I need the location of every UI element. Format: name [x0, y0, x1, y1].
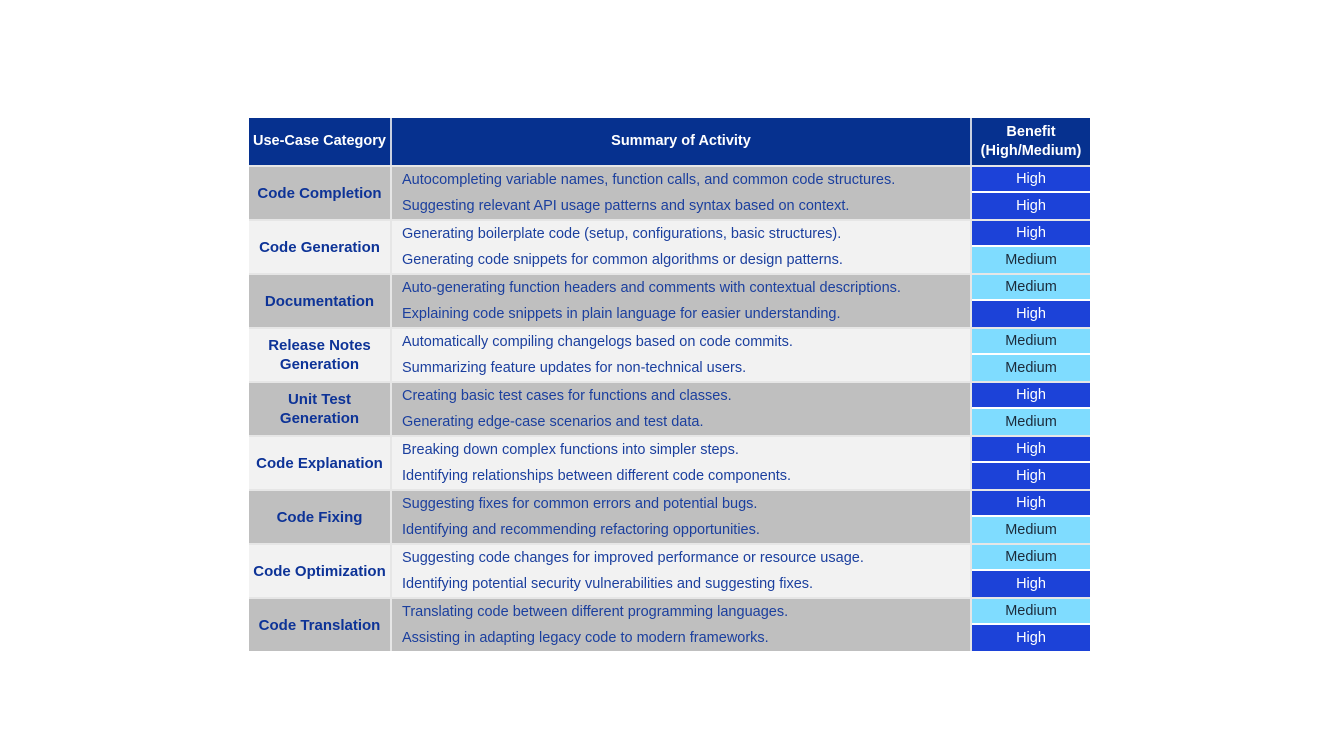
table-group: [249, 381, 1090, 435]
activity-text: Generating boilerplate code (setup, configurations, basic structures).: [402, 226, 842, 242]
benefits-cell: [972, 545, 1090, 597]
benefit-badge: High: [972, 437, 1090, 461]
category-cell: Code Generation: [249, 221, 392, 273]
benefit-badge: High: [972, 491, 1090, 515]
benefit-badge: Medium: [972, 355, 1090, 381]
benefits-cell: [972, 329, 1090, 381]
activities-cell: [392, 329, 972, 381]
table-group: [249, 327, 1090, 381]
benefits-cell: [972, 275, 1090, 327]
header-benefit: Benefit (High/Medium): [972, 118, 1090, 165]
benefits-cell: [972, 221, 1090, 273]
table-group: [249, 543, 1090, 597]
category-cell: Code Completion: [249, 167, 392, 219]
benefit-badge: High: [972, 625, 1090, 651]
benefit-badge: High: [972, 193, 1090, 219]
benefit-badge: High: [972, 167, 1090, 191]
activities-cell: [392, 545, 972, 597]
benefits-cell: [972, 383, 1090, 435]
benefit-badge: Medium: [972, 409, 1090, 435]
table-header: [249, 118, 1090, 165]
benefit-badge: Medium: [972, 517, 1090, 543]
activities-cell: [392, 491, 972, 543]
benefit-badge: Medium: [972, 247, 1090, 273]
activities-cell: [392, 275, 972, 327]
benefit-badge: Medium: [972, 599, 1090, 623]
activity-text: Automatically compiling changelogs based on code commits.: [402, 334, 793, 350]
benefit-badge: Medium: [972, 275, 1090, 299]
benefits-cell: [972, 491, 1090, 543]
activity-text: Translating code between different programming languages.: [402, 604, 789, 620]
activity-text: Summarizing feature updates for non-technical users.: [402, 360, 747, 376]
benefits-cell: [972, 599, 1090, 651]
activity-text: Explaining code snippets in plain language for easier understanding.: [402, 306, 841, 322]
activity-text: Suggesting relevant API usage patterns and syntax based on context.: [402, 198, 850, 214]
table-group: [249, 597, 1090, 651]
activity-text: Suggesting fixes for common errors and potential bugs.: [402, 496, 758, 512]
category-cell: Code Explanation: [249, 437, 392, 489]
activities-cell: [392, 599, 972, 651]
category-cell: Code Translation: [249, 599, 392, 651]
benefit-badge: High: [972, 463, 1090, 489]
table-group: [249, 435, 1090, 489]
activity-text: Breaking down complex functions into simpler steps.: [402, 442, 739, 458]
benefit-badge: Medium: [972, 329, 1090, 353]
category-cell: Unit Test Generation: [249, 383, 392, 435]
category-cell: Code Fixing: [249, 491, 392, 543]
activities-cell: [392, 437, 972, 489]
activity-text: Generating edge-case scenarios and test data.: [402, 414, 704, 430]
category-cell: Documentation: [249, 275, 392, 327]
activity-text: Identifying potential security vulnerabilities and suggesting fixes.: [402, 576, 814, 592]
table-body: [249, 165, 1090, 651]
benefit-badge: High: [972, 571, 1090, 597]
benefit-badge: High: [972, 301, 1090, 327]
table-group: [249, 219, 1090, 273]
header-category: Use-Case Category: [249, 118, 392, 165]
benefit-badge: High: [972, 383, 1090, 407]
activities-cell: [392, 383, 972, 435]
benefits-cell: [972, 437, 1090, 489]
activity-text: Autocompleting variable names, function calls, and common code structures.: [402, 172, 896, 188]
header-summary: Summary of Activity: [392, 118, 972, 165]
activity-text: Identifying relationships between different code components.: [402, 468, 792, 484]
activity-text: Auto-generating function headers and comments with contextual descriptions.: [402, 280, 901, 296]
activity-text: Creating basic test cases for functions and classes.: [402, 388, 732, 404]
category-cell: Code Optimization: [249, 545, 392, 597]
activities-cell: [392, 221, 972, 273]
activity-text: Suggesting code changes for improved performance or resource usage.: [402, 550, 864, 566]
activities-cell: [392, 167, 972, 219]
activity-text: Identifying and recommending refactoring opportunities.: [402, 522, 760, 538]
table-group: [249, 273, 1090, 327]
benefits-cell: [972, 167, 1090, 219]
use-case-table: [249, 118, 1090, 651]
table-group: [249, 165, 1090, 219]
table-group: [249, 489, 1090, 543]
activity-text: Assisting in adapting legacy code to modern frameworks.: [402, 630, 769, 646]
benefit-badge: Medium: [972, 545, 1090, 569]
activity-text: Generating code snippets for common algorithms or design patterns.: [402, 252, 843, 268]
category-cell: Release Notes Generation: [249, 329, 392, 381]
benefit-badge: High: [972, 221, 1090, 245]
